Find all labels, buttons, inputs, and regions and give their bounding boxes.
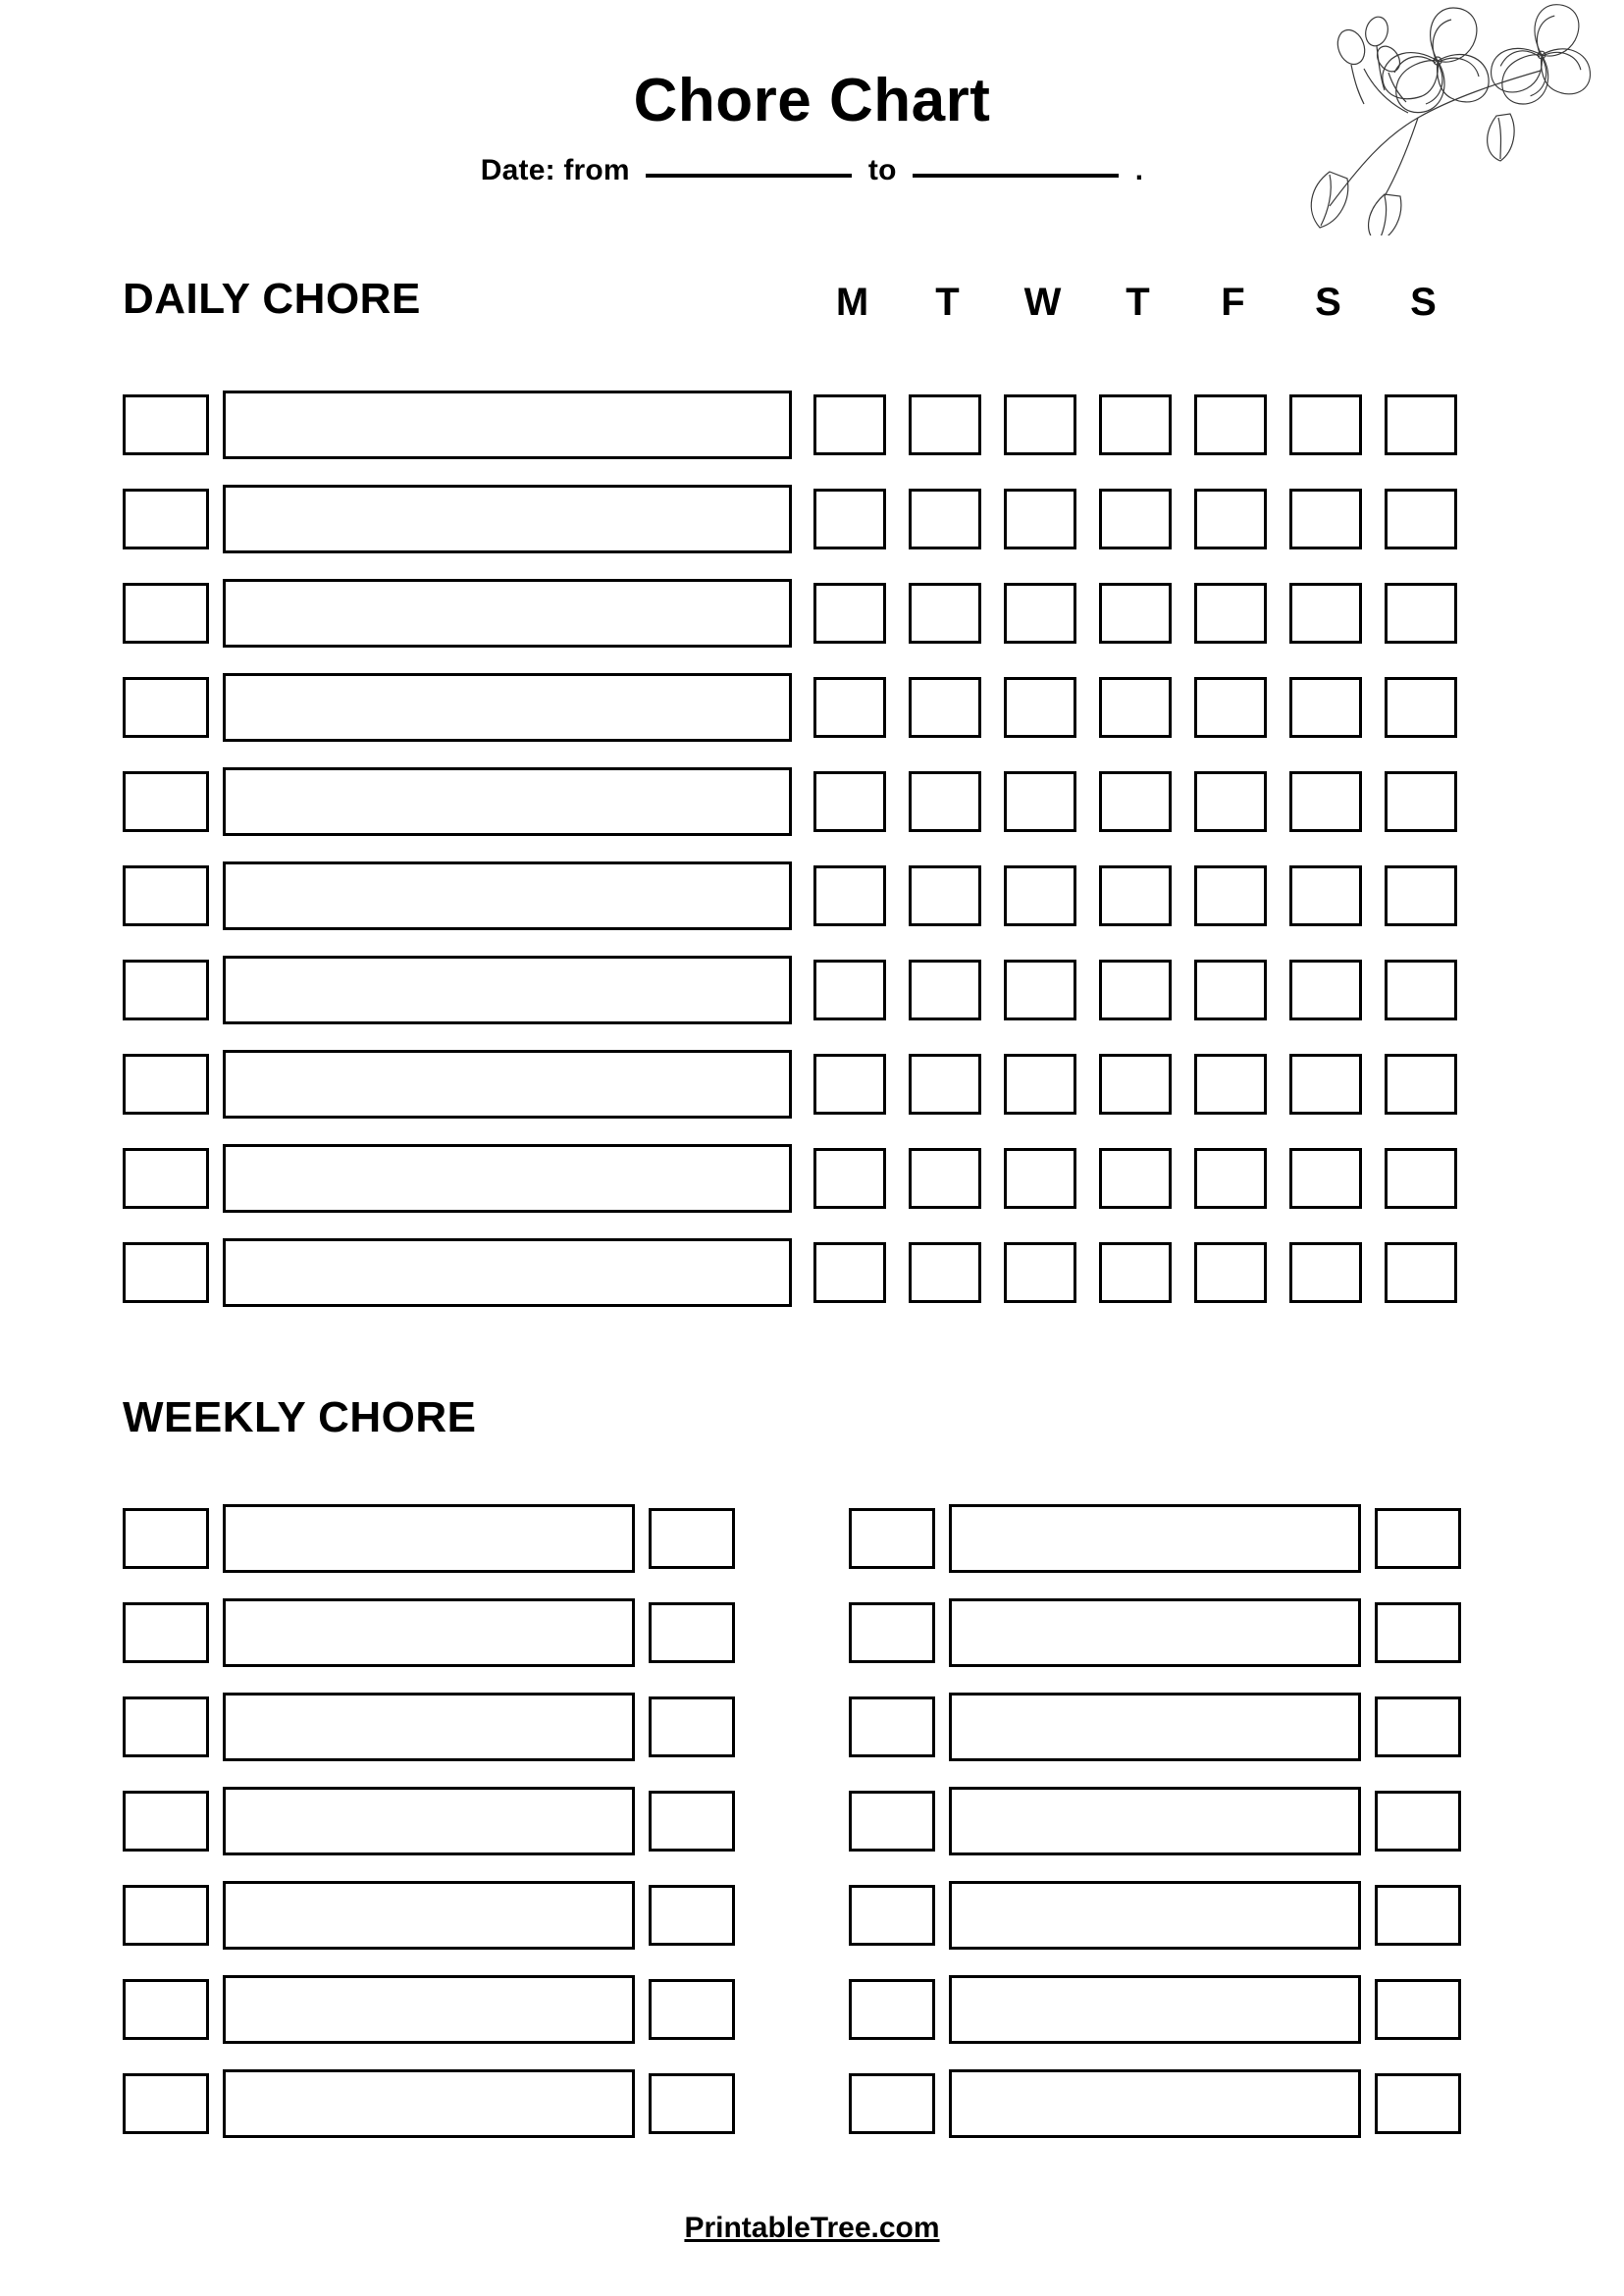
daily-chore-day-cells [813,583,1457,644]
daily-chore-day-checkbox[interactable] [1289,394,1362,455]
daily-chore-day-checkbox[interactable] [1289,960,1362,1020]
daily-chore-day-checkbox[interactable] [1289,865,1362,926]
daily-chore-day-checkbox[interactable] [813,865,886,926]
daily-chore-day-checkbox[interactable] [1385,489,1457,549]
daily-chore-day-checkbox[interactable] [909,1148,981,1209]
weekly-chore-row [123,1680,760,1774]
daily-chore-row [123,660,1487,755]
daily-chore-day-cells [813,1242,1457,1303]
weekly-chore-checkbox-left[interactable] [123,1696,209,1757]
daily-chore-day-checkbox[interactable] [1289,583,1362,644]
weekly-chore-row [849,2057,1487,2151]
daily-chore-day-checkbox[interactable] [1385,583,1457,644]
weekly-chore-row [123,1962,760,2057]
daily-chore-day-checkbox[interactable] [1099,677,1172,738]
weekly-chore-input[interactable] [223,1598,635,1667]
daily-chore-day-checkbox[interactable] [1004,865,1076,926]
weekly-chore-checkbox-right[interactable] [649,1508,735,1569]
daily-chore-day-cells [813,677,1457,738]
daily-chore-day-checkbox[interactable] [909,394,981,455]
daily-chore-day-checkbox[interactable] [1099,960,1172,1020]
daily-chore-day-cells [813,771,1457,832]
daily-chore-day-checkbox[interactable] [909,489,981,549]
daily-chore-day-checkbox[interactable] [909,583,981,644]
weekly-chore-checkbox-left[interactable] [123,1508,209,1569]
weekly-chore-input[interactable] [949,1787,1361,1855]
weekly-chore-input[interactable] [949,1881,1361,1950]
weekly-chore-checkbox-right[interactable] [649,1979,735,2040]
daily-chore-day-checkbox[interactable] [1099,1242,1172,1303]
daily-chore-day-checkbox[interactable] [813,583,886,644]
page-title: Chore Chart [633,67,991,134]
daily-chore-day-cells [813,1054,1457,1115]
weekly-chore-heading: WEEKLY CHORE [123,1393,477,1441]
weekly-chore-checkbox-right[interactable] [1375,1602,1461,1663]
daily-chore-day-checkbox[interactable] [1099,489,1172,549]
daily-chore-input[interactable] [223,485,792,553]
weekly-chore-checkbox-right[interactable] [649,1791,735,1852]
daily-chore-day-checkbox[interactable] [909,771,981,832]
daily-chore-day-checkbox[interactable] [1385,1242,1457,1303]
daily-chore-day-checkbox[interactable] [813,394,886,455]
daily-chore-day-checkbox[interactable] [813,489,886,549]
daily-chore-day-checkbox[interactable] [813,771,886,832]
weekly-chore-row [849,1774,1487,1868]
weekly-chore-checkbox-left[interactable] [849,2073,935,2134]
daily-chore-checkbox[interactable] [123,394,209,455]
daily-chore-day-checkbox[interactable] [1004,677,1076,738]
weekly-chore-checkbox-right[interactable] [1375,1885,1461,1946]
daily-chore-day-checkbox[interactable] [1004,394,1076,455]
weekly-chore-checkbox-right[interactable] [1375,1508,1461,1569]
daily-chore-input[interactable] [223,956,792,1024]
weekly-chore-row [849,1962,1487,2057]
daily-chore-day-checkbox[interactable] [1194,1242,1267,1303]
daily-chore-input[interactable] [223,673,792,742]
daily-chore-checkbox[interactable] [123,489,209,549]
daily-chore-day-checkbox[interactable] [1385,771,1457,832]
weekly-chore-checkbox-left[interactable] [849,1508,935,1569]
weekly-chore-checkbox-left[interactable] [123,1885,209,1946]
daily-chore-input[interactable] [223,861,792,930]
daily-chore-checkbox[interactable] [123,771,209,832]
date-from-label: Date: from [480,154,630,187]
weekly-chore-input[interactable] [949,1975,1361,2044]
printabletree-link[interactable]: PrintableTree.com [684,2212,940,2244]
daily-chore-day-checkbox[interactable] [1194,677,1267,738]
daily-chore-day-checkbox[interactable] [1099,1148,1172,1209]
daily-chore-input[interactable] [223,1050,792,1119]
daily-chore-day-checkbox[interactable] [909,1054,981,1115]
weekly-chore-row [123,1586,760,1680]
daily-chore-day-checkbox[interactable] [1099,771,1172,832]
daily-chore-table [123,378,1487,1320]
daily-chore-day-checkbox[interactable] [1194,489,1267,549]
daily-chore-checkbox[interactable] [123,865,209,926]
daily-chore-day-checkbox[interactable] [813,677,886,738]
weekly-chore-row [849,1491,1487,1586]
weekly-chore-checkbox-right[interactable] [1375,1979,1461,2040]
weekly-chore-input[interactable] [223,1504,635,1573]
weekly-chore-input[interactable] [223,1881,635,1950]
daily-chore-day-checkbox[interactable] [1385,1148,1457,1209]
daily-chore-checkbox[interactable] [123,960,209,1020]
weekly-chore-column-right [849,1491,1487,2151]
daily-chore-day-checkbox[interactable] [1004,583,1076,644]
daily-chore-day-checkbox[interactable] [909,677,981,738]
day-header-thursday: T [1126,281,1150,324]
weekly-chore-checkbox-left[interactable] [123,1791,209,1852]
daily-chore-day-checkbox[interactable] [1385,677,1457,738]
daily-chore-day-cells [813,960,1457,1020]
daily-chore-day-checkbox[interactable] [1194,865,1267,926]
date-to-label: to [867,154,897,187]
day-header-friday: F [1221,281,1245,324]
weekly-chore-checkbox-left[interactable] [849,1791,935,1852]
daily-chore-day-checkbox[interactable] [813,1054,886,1115]
date-range-line [0,150,1624,187]
daily-chore-checkbox[interactable] [123,1242,209,1303]
daily-chore-day-checkbox[interactable] [1385,960,1457,1020]
daily-chore-day-checkbox[interactable] [909,865,981,926]
daily-chore-day-checkbox[interactable] [813,1148,886,1209]
day-header-wednesday: W [1023,281,1062,324]
daily-chore-day-checkbox[interactable] [1004,960,1076,1020]
daily-chore-day-checkbox[interactable] [1004,1242,1076,1303]
footer [0,2212,1624,2245]
daily-chore-checkbox[interactable] [123,677,209,738]
daily-chore-day-checkbox[interactable] [1289,1242,1362,1303]
daily-chore-day-checkbox[interactable] [1099,394,1172,455]
weekly-chore-checkbox-right[interactable] [649,1885,735,1946]
weekly-chore-row [849,1680,1487,1774]
weekly-chore-checkbox-left[interactable] [849,1979,935,2040]
weekly-chore-checkbox-right[interactable] [649,1602,735,1663]
day-of-week-header [805,281,1472,325]
weekly-chore-checkbox-right[interactable] [649,1696,735,1757]
weekly-chore-input[interactable] [949,2069,1361,2138]
daily-chore-row [123,755,1487,849]
weekly-chore-input[interactable] [223,2069,635,2138]
daily-chore-row [123,1131,1487,1226]
daily-chore-input[interactable] [223,1144,792,1213]
daily-chore-day-cells [813,394,1457,455]
daily-chore-day-checkbox[interactable] [1385,394,1457,455]
weekly-chore-checkbox-right[interactable] [1375,1696,1461,1757]
daily-chore-row [123,849,1487,943]
daily-chore-day-checkbox[interactable] [1194,960,1267,1020]
daily-chore-day-checkbox[interactable] [813,1242,886,1303]
daily-chore-day-checkbox[interactable] [1004,1054,1076,1115]
day-header-sunday: S [1410,281,1437,324]
weekly-chore-input[interactable] [949,1598,1361,1667]
weekly-chore-row [123,1868,760,1962]
weekly-chore-table [123,1491,1487,2151]
weekly-chore-checkbox-left[interactable] [849,1885,935,1946]
weekly-chore-checkbox-left[interactable] [849,1696,935,1757]
weekly-chore-input[interactable] [949,1693,1361,1761]
daily-chore-day-cells [813,865,1457,926]
daily-chore-row [123,378,1487,472]
date-from-input[interactable] [646,150,852,178]
daily-chore-day-checkbox[interactable] [1194,1054,1267,1115]
daily-chore-checkbox[interactable] [123,583,209,644]
daily-chore-day-checkbox[interactable] [1099,865,1172,926]
daily-chore-input[interactable] [223,579,792,648]
weekly-chore-row [849,1586,1487,1680]
date-to-input[interactable] [913,150,1119,178]
weekly-chore-input[interactable] [223,1787,635,1855]
daily-chore-day-checkbox[interactable] [1099,583,1172,644]
daily-chore-day-checkbox[interactable] [1004,771,1076,832]
weekly-chore-checkbox-left[interactable] [849,1602,935,1663]
weekly-chore-checkbox-left[interactable] [123,2073,209,2134]
day-header-tuesday: T [935,281,960,324]
daily-chore-heading: DAILY CHORE [123,275,421,323]
daily-chore-row [123,472,1487,566]
weekly-chore-input[interactable] [223,1975,635,2044]
weekly-chore-row [123,1491,760,1586]
daily-chore-checkbox[interactable] [123,1054,209,1115]
daily-chore-row [123,566,1487,660]
daily-chore-day-checkbox[interactable] [1385,865,1457,926]
daily-chore-day-checkbox[interactable] [1194,1148,1267,1209]
weekly-chore-checkbox-left[interactable] [123,1979,209,2040]
document-header [0,69,1624,187]
daily-chore-row [123,943,1487,1037]
daily-chore-day-checkbox[interactable] [1194,394,1267,455]
daily-chore-row [123,1226,1487,1320]
weekly-chore-row [123,1774,760,1868]
daily-chore-day-checkbox[interactable] [1194,583,1267,644]
weekly-chore-row [849,1868,1487,1962]
day-header-monday: M [835,281,869,324]
daily-chore-day-checkbox[interactable] [1194,771,1267,832]
daily-chore-day-checkbox[interactable] [1099,1054,1172,1115]
daily-chore-day-checkbox[interactable] [1289,489,1362,549]
daily-chore-input[interactable] [223,391,792,459]
daily-chore-row [123,1037,1487,1131]
weekly-chore-column-left [123,1491,760,2151]
weekly-chore-checkbox-right[interactable] [1375,1791,1461,1852]
daily-chore-day-checkbox[interactable] [1385,1054,1457,1115]
daily-chore-day-checkbox[interactable] [1004,1148,1076,1209]
daily-chore-day-checkbox[interactable] [1004,489,1076,549]
daily-chore-input[interactable] [223,1238,792,1307]
weekly-chore-checkbox-left[interactable] [123,1602,209,1663]
daily-chore-day-checkbox[interactable] [1289,771,1362,832]
weekly-chore-checkbox-right[interactable] [649,2073,735,2134]
weekly-chore-input[interactable] [949,1504,1361,1573]
daily-chore-day-checkbox[interactable] [909,1242,981,1303]
weekly-chore-checkbox-right[interactable] [1375,2073,1461,2134]
daily-chore-day-checkbox[interactable] [813,960,886,1020]
daily-chore-day-checkbox[interactable] [909,960,981,1020]
day-header-saturday: S [1315,281,1341,324]
date-suffix: . [1134,154,1144,187]
weekly-chore-input[interactable] [223,1693,635,1761]
daily-chore-day-checkbox[interactable] [1289,1054,1362,1115]
daily-chore-day-cells [813,1148,1457,1209]
daily-chore-input[interactable] [223,767,792,836]
daily-chore-day-checkbox[interactable] [1289,677,1362,738]
weekly-chore-row [123,2057,760,2151]
daily-chore-checkbox[interactable] [123,1148,209,1209]
daily-chore-day-checkbox[interactable] [1289,1148,1362,1209]
daily-chore-day-cells [813,489,1457,549]
